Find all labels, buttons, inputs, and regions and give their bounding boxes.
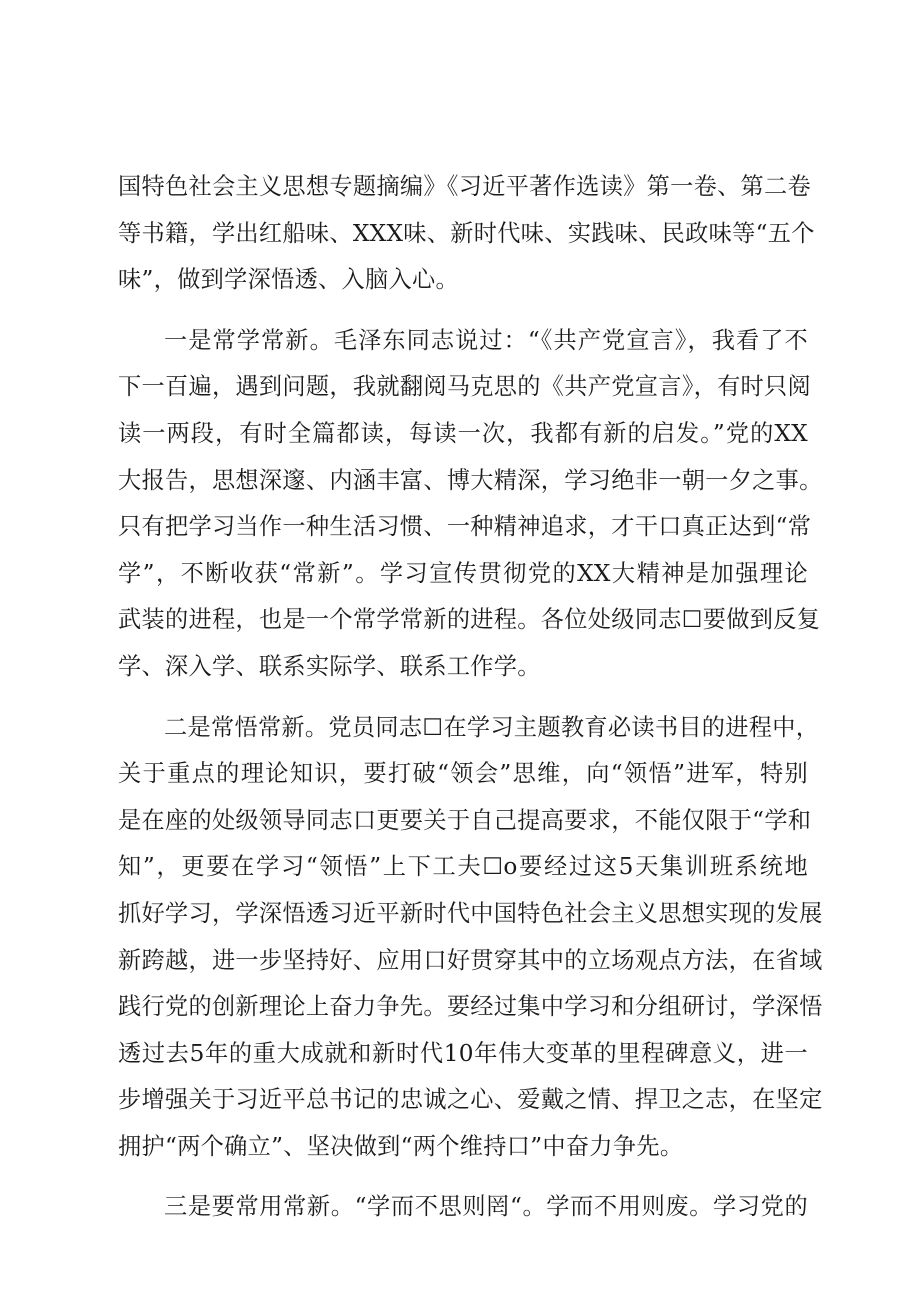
text-line: 透过去5年的重大成就和新时代10年伟大变革的里程碑意义，进一: [118, 1039, 808, 1067]
text-line: 只有把学习当作一种生活习惯、一种精神追求，才干口真正达到“常: [118, 513, 812, 541]
text-line: 学”，不断收获“常新”。学习宣传贯彻党的XX大精神是加强理论: [118, 559, 808, 587]
text-line: 拥护“两个确立”、坚决做到“两个维持口”中奋力争先。: [118, 1132, 684, 1160]
text-line: 下一百遍，遇到问题，我就翻阅马克思的《共产党宣言》，有时只阅: [118, 373, 812, 401]
text-line: 大报告，思想深邃、内涵丰富、博大精深，学习绝非一朝一夕之事。: [118, 466, 823, 494]
text-line: 关于重点的理论知识，要打破“领会”思维，向“领悟”进军，特别: [118, 760, 808, 788]
text-line: 一是常学常新。毛泽东同志说过：“《共产党宣言》，我看了不: [164, 326, 808, 354]
paragraph-regular-study: [118, 318, 823, 691]
text-line: 武装的进程，也是一个常学常新的进程。各位处级同志☐要做到反复: [118, 606, 821, 634]
text-line: 抓好学习，学深悟透习近平新时代中国特色社会主义思想实现的发展: [118, 899, 823, 927]
text-line: 知”，更要在学习“领悟”上下工夫☐o要经过这5天集训班系统地: [118, 853, 808, 881]
text-line: 新跨越，进一步坚持好、应用口好贯穿其中的立场观点方法，在省域: [118, 946, 823, 974]
text-line: 味”，做到学深悟透、入脑入心。: [118, 266, 459, 294]
text-line: 二是常悟常新。党员同志☐在学习主题教育必读书目的进程中，: [164, 713, 820, 741]
text-line: 三是要常用常新。“学而不思则罔“。学而不用则废。学习党的: [164, 1193, 808, 1221]
paragraph-regular-application: [118, 1184, 808, 1231]
paragraph-regular-understanding: [118, 705, 823, 1171]
paragraph-intro-continuation: [118, 164, 815, 304]
text-line: 是在座的处级领导同志口更要关于自己提高要求，不能仅限于“学和: [118, 806, 812, 834]
text-line: 学、深入学、联系实际学、联系工作学。: [118, 652, 541, 680]
text-line: 步增强关于习近平总书记的忠诚之心、爱戴之情、捍卫之志，在坚定: [118, 1086, 823, 1114]
text-line: 等书籍，学出红船味、XXX味、新时代味、实践味、民政味等“五个: [118, 219, 815, 247]
text-line: 国特色社会主义思想专题摘编》《习近平著作选读》第一卷、第二卷: [118, 173, 812, 200]
document-body: [118, 164, 823, 1231]
text-line: 践行党的创新理论上奋力争先。要经过集中学习和分组研讨，学深悟: [118, 993, 823, 1021]
text-line: 读一两段，有时全篇都读，每读一次，我都有新的启发。”党的XX: [118, 419, 808, 447]
